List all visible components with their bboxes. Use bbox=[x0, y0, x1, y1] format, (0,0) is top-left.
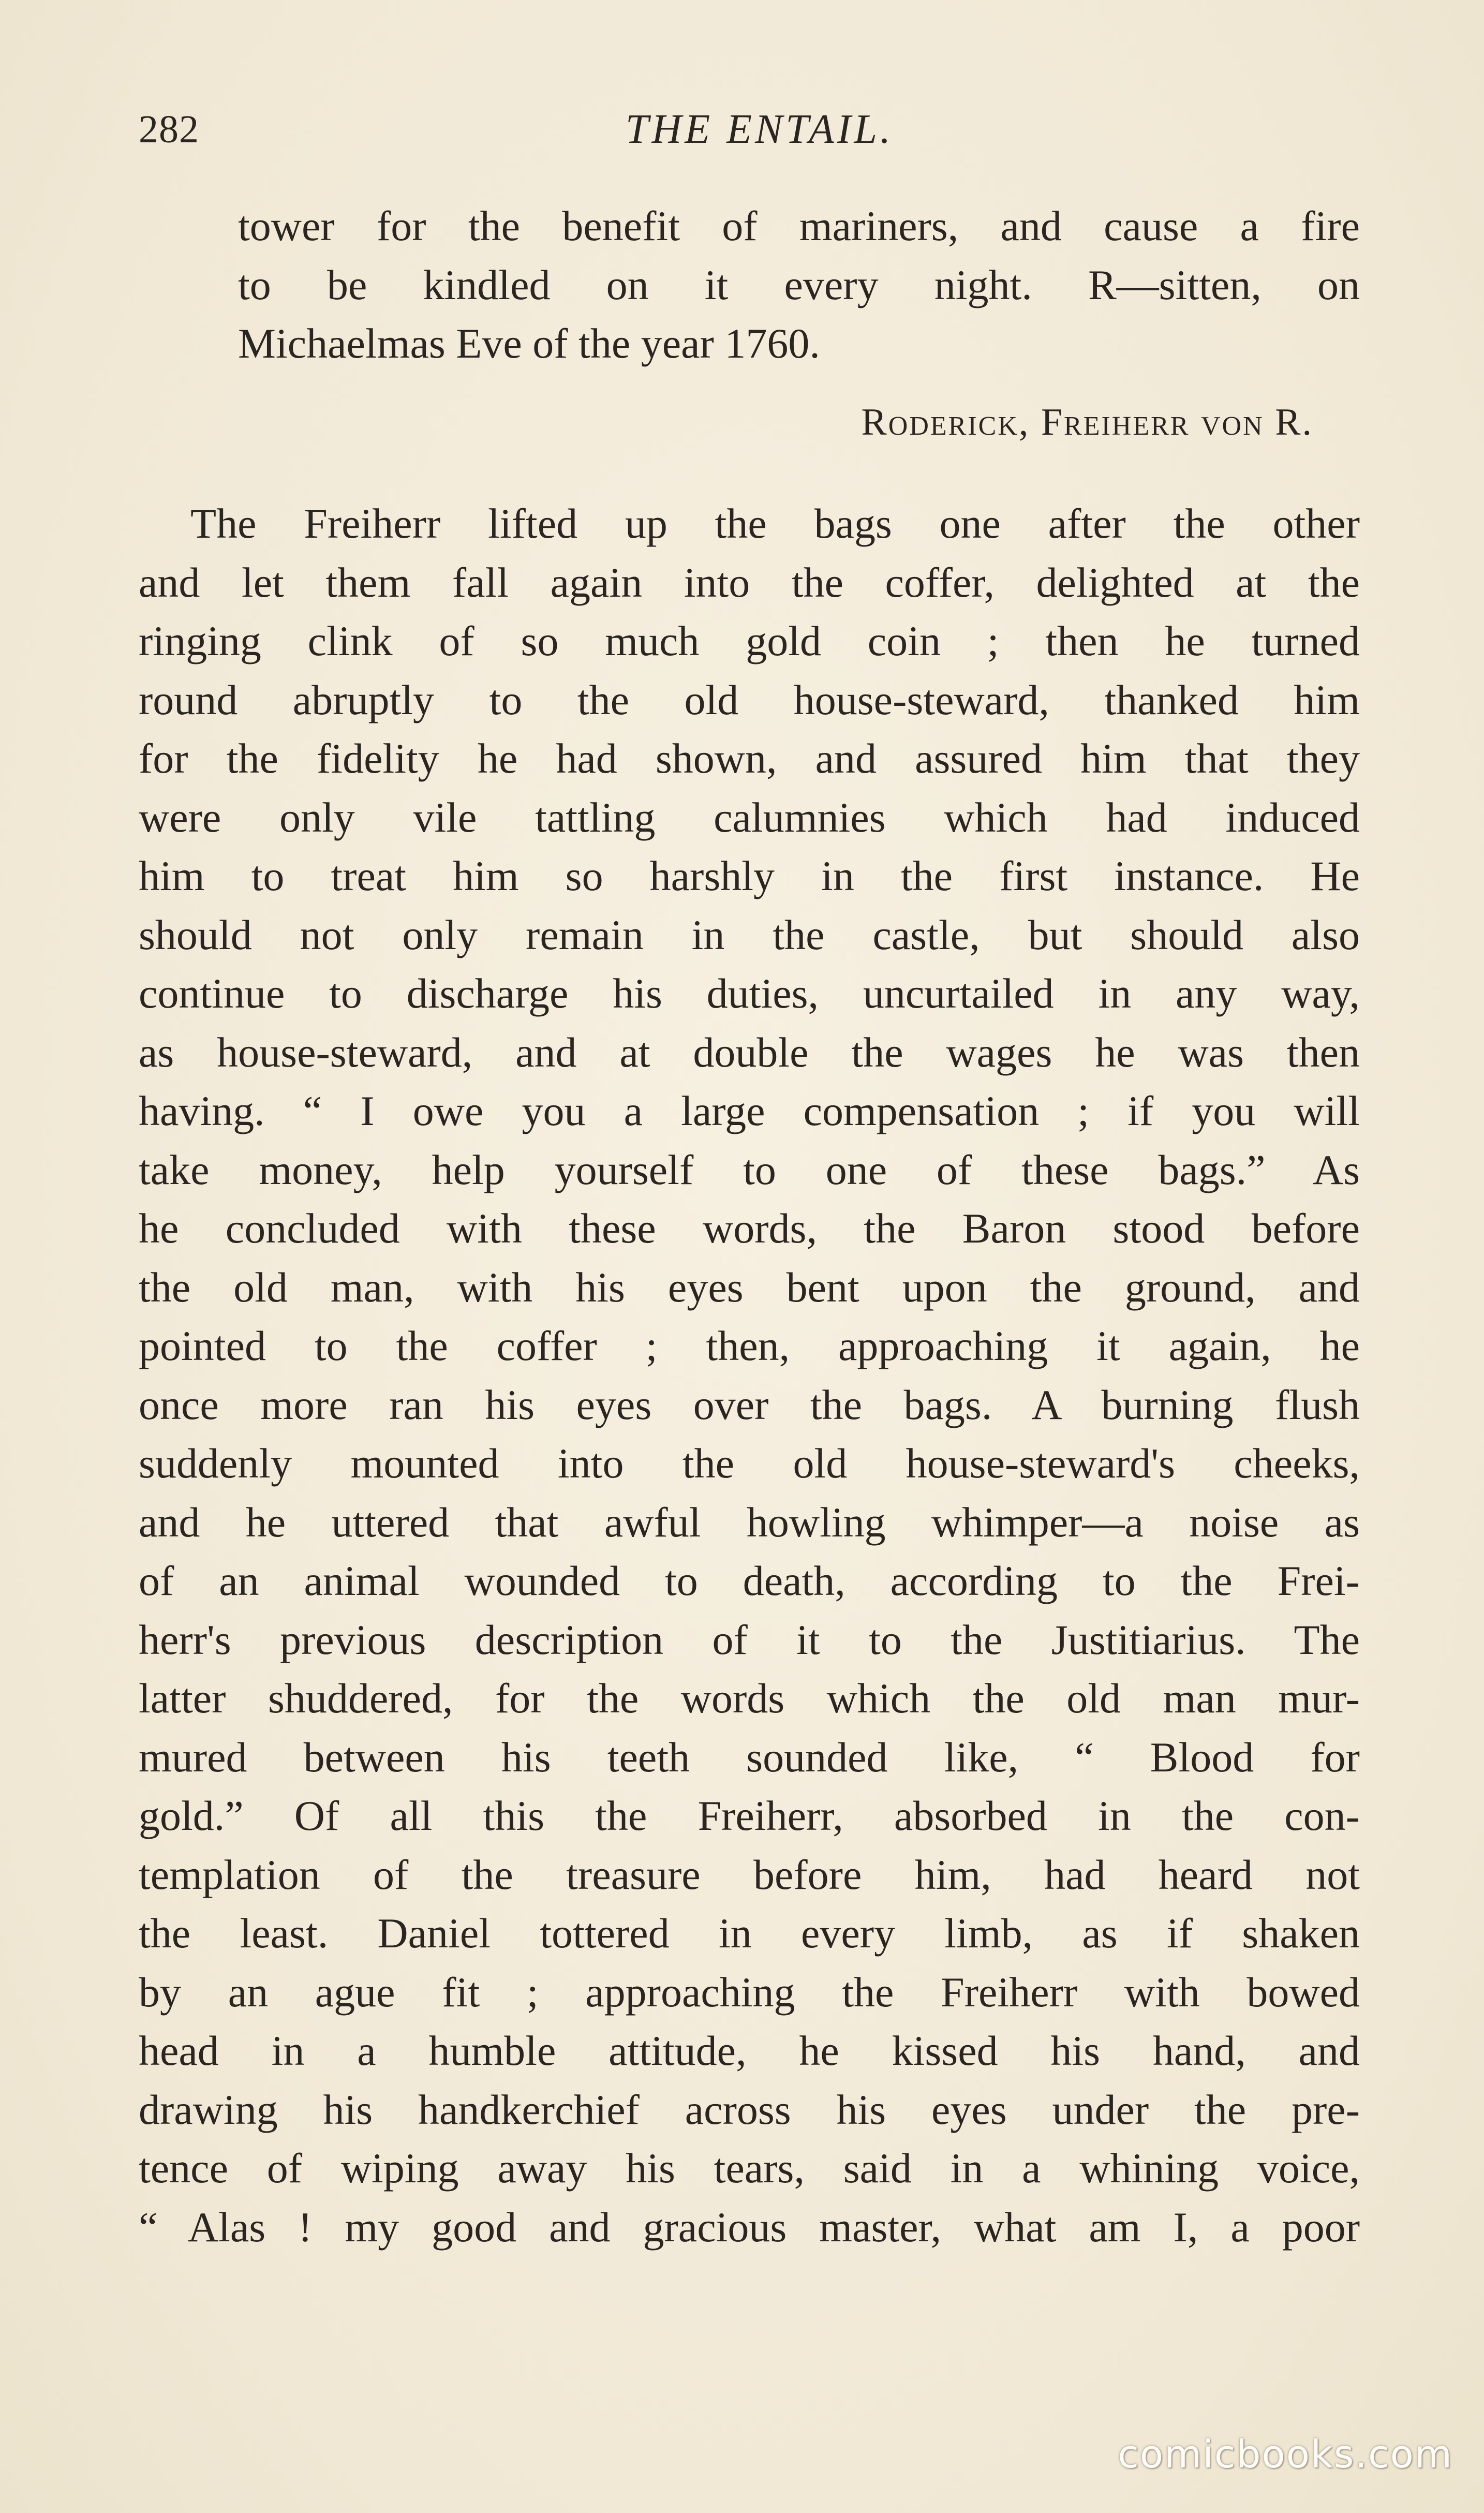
page-header bbox=[139, 98, 1360, 160]
text-line: by an ague fit ; approaching the Freiherr with bowed bbox=[139, 1968, 1360, 2016]
text-line: the old man, with his eyes bent upon the ground, and bbox=[139, 1263, 1360, 1311]
text-line: and he uttered that awful howling whimper—a noise as bbox=[139, 1498, 1360, 1546]
text-line: as house-steward, and at double the wages he was then bbox=[139, 1028, 1360, 1076]
text-line: once more ran his eyes over the bags. A burning flush bbox=[139, 1381, 1360, 1428]
text-line: gold.” Of all this the Freiherr, absorbed in the con- bbox=[139, 1792, 1360, 1839]
text-line: head in a humble attitude, he kissed his hand, and bbox=[139, 2027, 1360, 2074]
text-line: tence of wiping away his tears, said in a whining voice, bbox=[139, 2145, 1360, 2192]
text-line: were only vile tattling calumnies which had induced bbox=[139, 793, 1360, 841]
text-line: mured between his teeth sounded like, “ Blood for bbox=[139, 1733, 1360, 1781]
text-line: having. “ I owe you a large compensation ; if you will bbox=[139, 1087, 1360, 1134]
text-line: latter shuddered, for the words which the old man mur- bbox=[139, 1675, 1360, 1722]
text-line: pointed to the coffer ; then, approaching it again, he bbox=[139, 1322, 1360, 1369]
text-line: and let them fall again into the coffer, delighted at the bbox=[139, 558, 1360, 606]
text-line: tower for the benefit of mariners, and cause a fire bbox=[238, 202, 1360, 249]
running-title: THE ENTAIL. bbox=[626, 107, 894, 152]
page-number: 282 bbox=[139, 108, 199, 151]
text-line: continue to discharge his duties, uncurtailed in any way, bbox=[139, 970, 1360, 1017]
text-line: of an animal wounded to death, according to the Frei- bbox=[139, 1557, 1360, 1604]
text-line: templation of the treasure before him, had heard not bbox=[139, 1851, 1360, 1898]
text-line: drawing his handkerchief across his eyes under the pre- bbox=[139, 2086, 1360, 2133]
text-line: “ Alas ! my good and gracious master, what am I, a poor bbox=[139, 2203, 1360, 2251]
text-line: suddenly mounted into the old house-steward's cheeks, bbox=[139, 1440, 1360, 1487]
text-line: herr's previous description of it to the Justitiarius. The bbox=[139, 1616, 1360, 1663]
text-line: should not only remain in the castle, but should also bbox=[139, 911, 1360, 958]
text-line: take money, help yourself to one of these bags.” As bbox=[139, 1146, 1360, 1193]
text-line: to be kindled on it every night. R—sitten, on bbox=[238, 261, 1360, 308]
text-line: him to treat him so harshly in the first instance. He bbox=[139, 852, 1360, 899]
text-line: round abruptly to the old house-steward, thanked him bbox=[139, 676, 1360, 723]
text-line: he concluded with these words, the Baron stood before bbox=[139, 1205, 1360, 1252]
letter-continuation bbox=[139, 197, 1360, 373]
text-line: ringing clink of so much gold coin ; then he turned bbox=[139, 617, 1360, 664]
body-paragraph bbox=[139, 494, 1360, 2256]
letter-signature: Roderick, Freiherr von R. bbox=[861, 401, 1313, 444]
watermark: comicbooks.com bbox=[1118, 2432, 1453, 2477]
text-line: The Freiherr lifted up the bags one after the other bbox=[190, 500, 1360, 547]
text-line: for the fidelity he had shown, and assured him that they bbox=[139, 735, 1360, 782]
text-line: Michaelmas Eve of the year 1760. bbox=[238, 320, 820, 367]
text-line: the least. Daniel tottered in every limb, as if shaken bbox=[139, 1910, 1360, 1957]
